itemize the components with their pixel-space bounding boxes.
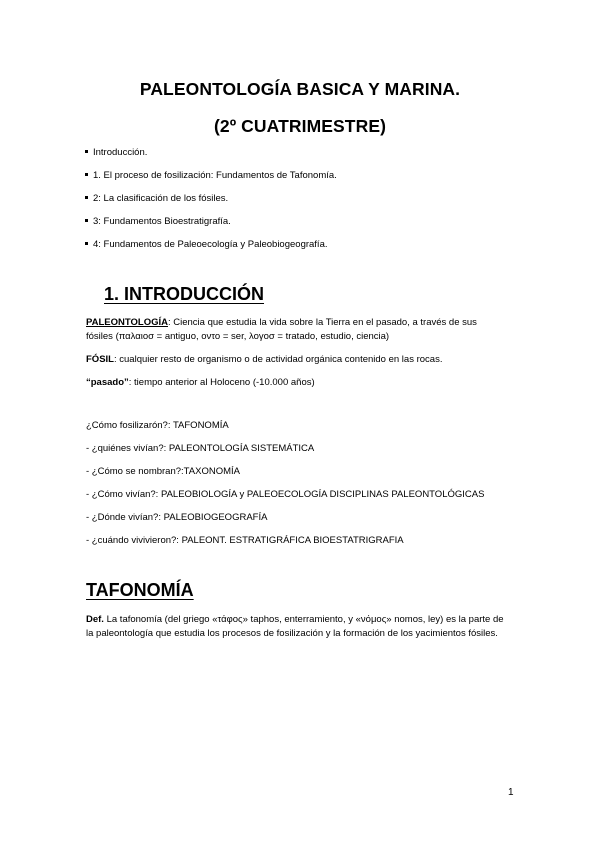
question-list (86, 419, 484, 557)
pasado-definition (86, 376, 506, 390)
question-item: - ¿Cómo vivían?: PALEOBIOLOGÍA y PALEOECOLOGÍA DISCIPLINAS PALEONTOLÓGICAS (86, 489, 485, 500)
bullet-icon (85, 219, 88, 222)
toc-item (85, 215, 337, 238)
toc-item-text: 2: La clasificación de los fósiles. (93, 193, 229, 204)
pasado-text: : tiempo anterior al Holoceno (-10.000 años) (128, 377, 315, 388)
term-pasado: “pasado” (86, 377, 129, 388)
question-item: - ¿cuándo vivivieron?: PALEONT. ESTRATIGRÁFICA BIOESTATRIGRAFIA (86, 535, 404, 546)
term-paleontologia: PALEONTOLOGÍA (86, 317, 168, 328)
bullet-icon (85, 242, 88, 245)
question-item: ¿Cómo fosilizarón?: TAFONOMÍA (86, 420, 229, 431)
table-of-contents (85, 146, 337, 261)
paleontologia-text: : Ciencia que estudia la vida sobre la Tierra en el pasado, a través de sus fósiles (παλαιοσ = antiguo, οντο = ser, λογοσ = tratado, estudio, ciencia) (86, 317, 477, 342)
question-item: - ¿Cómo se nombran?:TAXONOMÍA (86, 466, 240, 477)
fosil-definition (86, 353, 506, 367)
question-item: - ¿Dónde vivían?: PALEOBIOGEOGRAFÍA (86, 512, 268, 523)
toc-item-text: 1. El proceso de fosilización: Fundamentos de Tafonomía. (93, 170, 337, 181)
toc-item-text: 3: Fundamentos Bioestratigrafía. (93, 216, 231, 227)
fosil-text: : cualquier resto de organismo o de actividad orgánica contenido en las rocas. (113, 354, 443, 365)
toc-item (85, 169, 337, 192)
term-def: Def. (86, 614, 104, 625)
bullet-icon (85, 196, 88, 199)
page-number: 1 (508, 787, 514, 798)
document-subtitle: (2º CUATRIMESTRE) (213, 116, 387, 136)
question-item: - ¿quiénes vivían?: PALEONTOLOGÍA SISTEMÁTICA (86, 443, 315, 454)
term-fosil: FÓSIL (86, 354, 114, 365)
tafonomia-text: La tafonomía (del griego «τάφος» taphos, enterramiento, y «νόμος» nomos, ley) es la parte de la paleontología que estudia los procesos de fosilización y la formación de los yacimientos fósiles. (86, 614, 504, 639)
toc-item-text: 4: Fundamentos de Paleoecología y Paleobiogeografía. (93, 239, 328, 250)
toc-item (85, 238, 337, 261)
bullet-icon (85, 150, 88, 153)
section-heading-introduccion: 1. INTRODUCCIÓN (104, 284, 265, 304)
toc-item-text: Introducción. (93, 147, 148, 158)
section-heading-tafonomia: TAFONOMÍA (86, 580, 194, 600)
document-title: PALEONTOLOGÍA BASICA Y MARINA. (139, 79, 461, 99)
paleontologia-definition (86, 316, 506, 344)
tafonomia-definition (86, 613, 506, 641)
toc-item (85, 146, 337, 169)
toc-item (85, 192, 337, 215)
bullet-icon (85, 173, 88, 176)
